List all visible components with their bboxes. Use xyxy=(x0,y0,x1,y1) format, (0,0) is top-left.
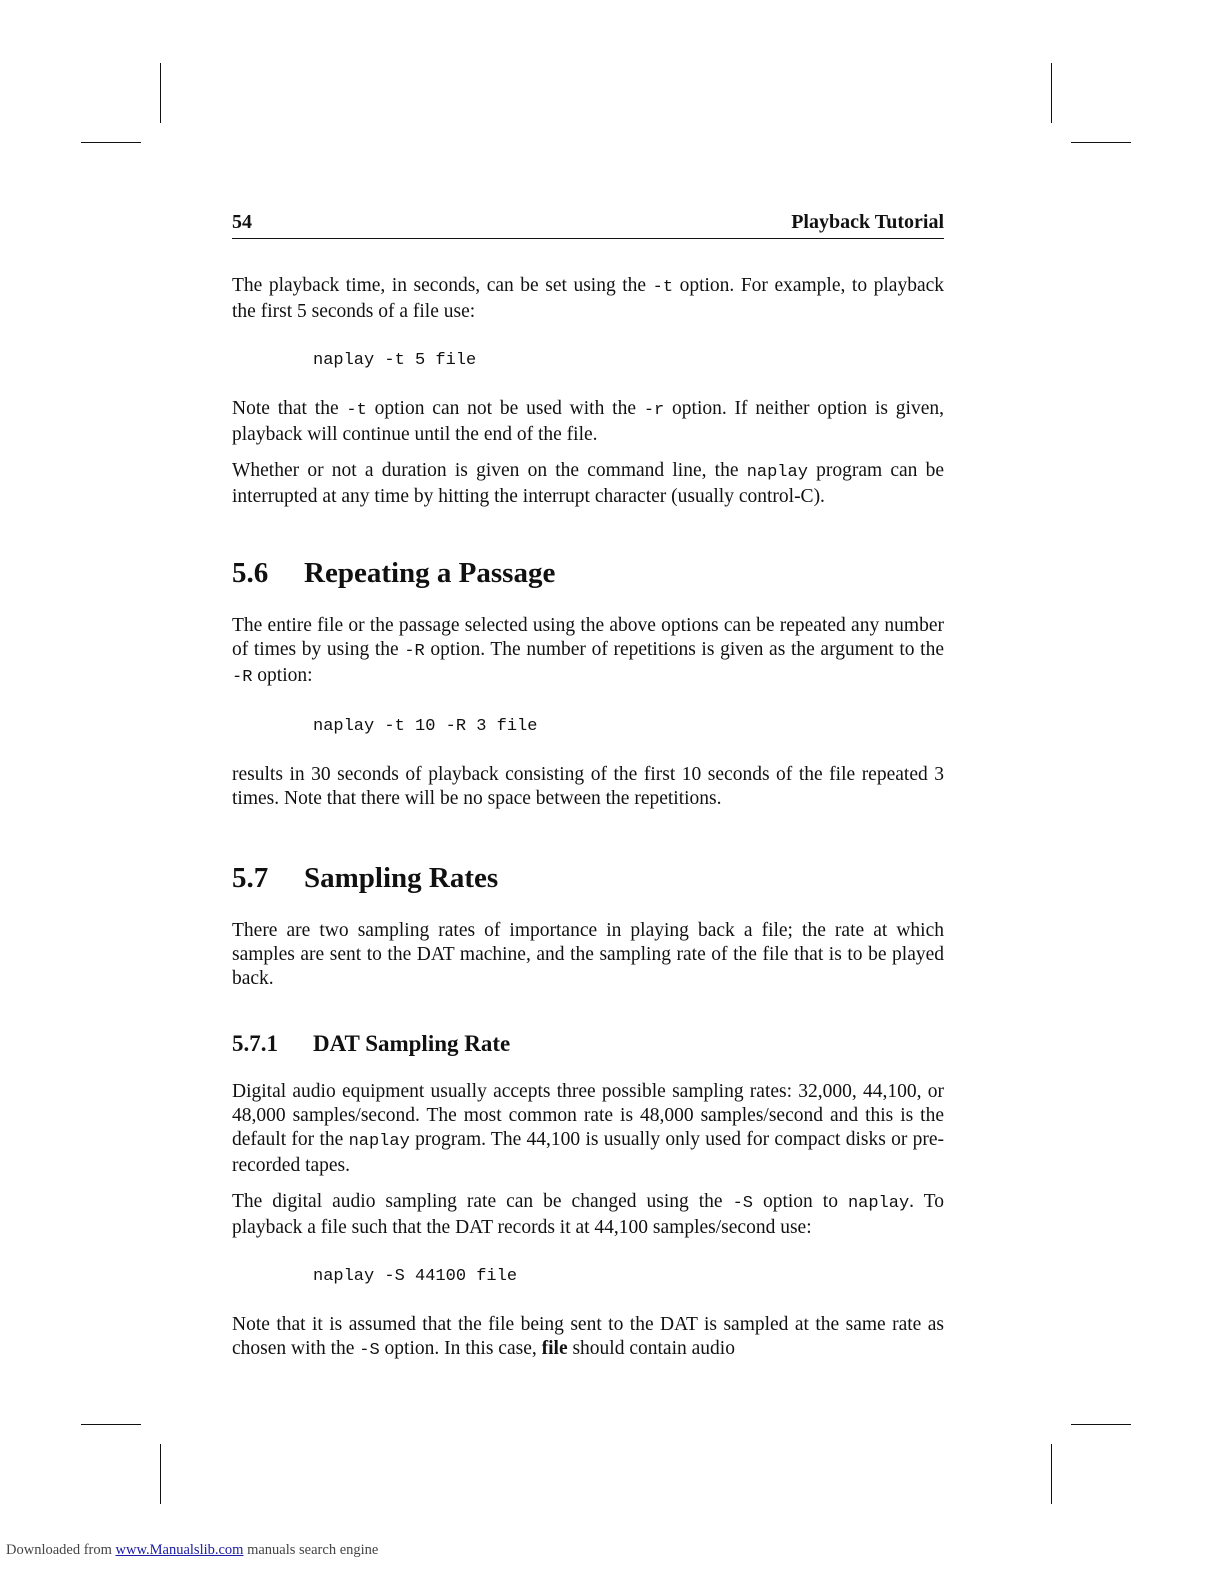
section-title: Repeating a Passage xyxy=(304,557,556,589)
running-header xyxy=(232,211,944,239)
paragraph-change-rate: The digital audio sampling rate can be changed using the -S option to naplay. To playback a file such that the DAT records it at 44,100 samples/second use: xyxy=(232,1191,944,1238)
paragraph-rate-assumption: Note that it is assumed that the file being sent to the DAT is sampled at the same rate as chosen with the -S option. In this case, file should contain audio xyxy=(232,1314,944,1360)
section-heading-repeating xyxy=(232,556,944,590)
manualslib-link[interactable]: www.Manualslib.com xyxy=(115,1542,244,1558)
subsection-number: 5.7.1 xyxy=(232,1031,278,1056)
section-heading-sampling-rates xyxy=(232,861,944,895)
running-title: Playback Tutorial xyxy=(791,211,944,233)
paragraph-repeat-result: results in 30 seconds of playback consisting of the first 10 seconds of the file repeated 3 times. Note that there will be no space between the repetitions. xyxy=(232,764,944,809)
paragraph-playback-time: The playback time, in seconds, can be set using the -t option. For example, to playback the first 5 seconds of a file use: xyxy=(232,275,945,322)
crop-mark-bottom-left-horizontal xyxy=(81,1424,141,1425)
crop-mark-top-left-vertical xyxy=(160,63,161,123)
paragraph-option-note: Note that the -t option can not be used with the -r option. If neither option is given, playback will continue until the end of the file. xyxy=(232,398,944,445)
paragraph-interrupt: Whether or not a duration is given on the command line, the naplay program can be interrupted at any time by hitting the interrupt character (usually control-C). xyxy=(232,460,944,507)
paragraph-dat-rates: Digital audio equipment usually accepts three possible sampling rates: 32,000, 44,100, or 48,000 samples/second. The most common rate is 48,000 samples/second and this is the default for the naplay program. The 44,100 is usually only used for compact disks or pre-recorded tapes. xyxy=(232,1081,944,1176)
section-number: 5.6 xyxy=(232,557,269,589)
code-example-sampling: naplay -S 44100 file xyxy=(313,1267,518,1286)
section-title: Sampling Rates xyxy=(304,862,499,894)
crop-mark-bottom-left-vertical xyxy=(160,1444,161,1504)
download-footer: Downloaded from www.Manualslib.com manuals search engine xyxy=(6,1542,379,1558)
code-example-duration: naplay -t 5 file xyxy=(313,351,477,370)
paragraph-sampling-intro: There are two sampling rates of importance in playing back a file; the rate at which samples are sent to the DAT machine, and the sampling rate of the file that is to be played back. xyxy=(232,920,944,989)
paragraph-repeat-option: The entire file or the passage selected using the above options can be repeated any number of times by using the -R option. The number of repetitions is given as the argument to the -R option: xyxy=(232,615,944,687)
crop-mark-bottom-right-horizontal xyxy=(1071,1424,1131,1425)
crop-mark-top-right-horizontal xyxy=(1071,142,1131,143)
subsection-heading-dat-rate xyxy=(232,1030,944,1058)
page-content xyxy=(232,274,944,1363)
code-example-repeat: naplay -t 10 -R 3 file xyxy=(313,717,538,736)
page-number: 54 xyxy=(232,211,252,233)
section-number: 5.7 xyxy=(232,862,269,894)
subsection-title: DAT Sampling Rate xyxy=(313,1031,511,1056)
crop-mark-bottom-right-vertical xyxy=(1051,1444,1052,1504)
crop-mark-top-right-vertical xyxy=(1051,63,1052,123)
crop-mark-top-left-horizontal xyxy=(81,142,141,143)
